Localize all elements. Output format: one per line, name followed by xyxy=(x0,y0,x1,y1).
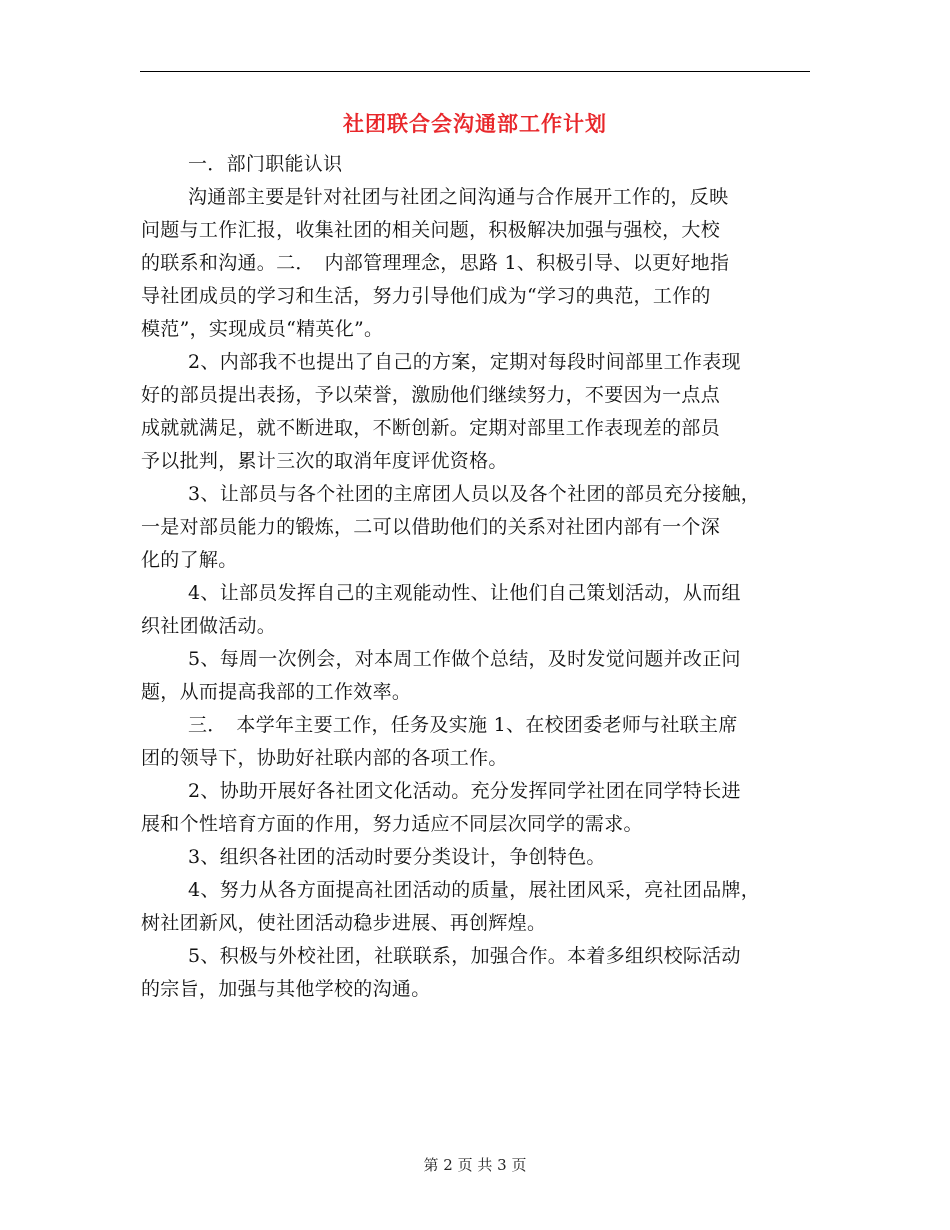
paragraph-line: 一是对部员能力的锻炼，二可以借助他们的关系对社团内部有一个深 xyxy=(141,516,721,538)
section-heading: 一．部门职能认识 xyxy=(188,153,343,175)
paragraph-line: 展和个性培育方面的作用，努力适应不同层次同学的需求。 xyxy=(141,813,643,835)
paragraph-line: 题，从而提高我部的工作效率。 xyxy=(141,681,412,703)
paragraph-line: 树社团新风，使社团活动稳步进展、再创辉煌。 xyxy=(141,912,547,934)
document-title: 社团联合会沟通部工作计划 xyxy=(343,111,607,136)
paragraph-line: 2、协助开展好各社团文化活动。充分发挥同学社团在同学特长进 xyxy=(188,780,741,802)
section-heading: 三． 本学年主要工作，任务及实施 1、在校团委老师与社联主席 xyxy=(188,714,738,736)
page-number: 第 2 页 共 3 页 xyxy=(423,1156,527,1174)
paragraph-line: 导社团成员的学习和生活，努力引导他们成为“学习的典范，工作的 xyxy=(141,285,711,307)
paragraph-line: 织社团做活动。 xyxy=(141,615,277,637)
paragraph-line: 5、每周一次例会，对本周工作做个总结，及时发觉问题并改正问 xyxy=(188,648,741,670)
paragraph-line: 予以批判，累计三次的取消年度评优资格。 xyxy=(141,450,508,472)
paragraph-line: 成就就满足，就不断进取，不断创新。定期对部里工作表现差的部员 xyxy=(141,417,721,439)
paragraph-line: 的宗旨，加强与其他学校的沟通。 xyxy=(141,978,431,1000)
paragraph-line: 问题与工作汇报，收集社团的相关问题，积极解决加强与强校，大校 xyxy=(141,219,721,241)
paragraph-line: 团的领导下，协助好社联内部的各项工作。 xyxy=(141,747,508,769)
paragraph-line: 3、组织各社团的活动时要分类设计，争创特色。 xyxy=(188,846,606,868)
paragraph-line: 4、努力从各方面提高社团活动的质量，展社团风采，亮社团品牌， xyxy=(188,879,761,901)
paragraph-line: 好的部员提出表扬，予以荣誉，激励他们继续努力，不要因为一点点 xyxy=(141,384,721,406)
header-rule xyxy=(140,71,810,72)
paragraph-line: 化的了解。 xyxy=(141,549,238,571)
paragraph-line: 5、积极与外校社团，社联联系，加强合作。本着多组织校际活动 xyxy=(188,945,741,967)
paragraph-line: 的联系和沟通。二． 内部管理理念，思路 1、积极引导、以更好地指 xyxy=(141,252,730,274)
paragraph-line: 4、让部员发挥自己的主观能动性、让他们自己策划活动，从而组 xyxy=(188,582,741,604)
paragraph-line: 模范”，实现成员“精英化”。 xyxy=(141,318,384,340)
paragraph-line: 2、内部我不也提出了自己的方案，定期对每段时间部里工作表现 xyxy=(188,351,741,373)
paragraph-line: 沟通部主要是针对社团与社团之间沟通与合作展开工作的，反映 xyxy=(188,186,729,208)
paragraph-line: 3、让部员与各个社团的主席团人员以及各个社团的部员充分接触， xyxy=(188,483,761,505)
